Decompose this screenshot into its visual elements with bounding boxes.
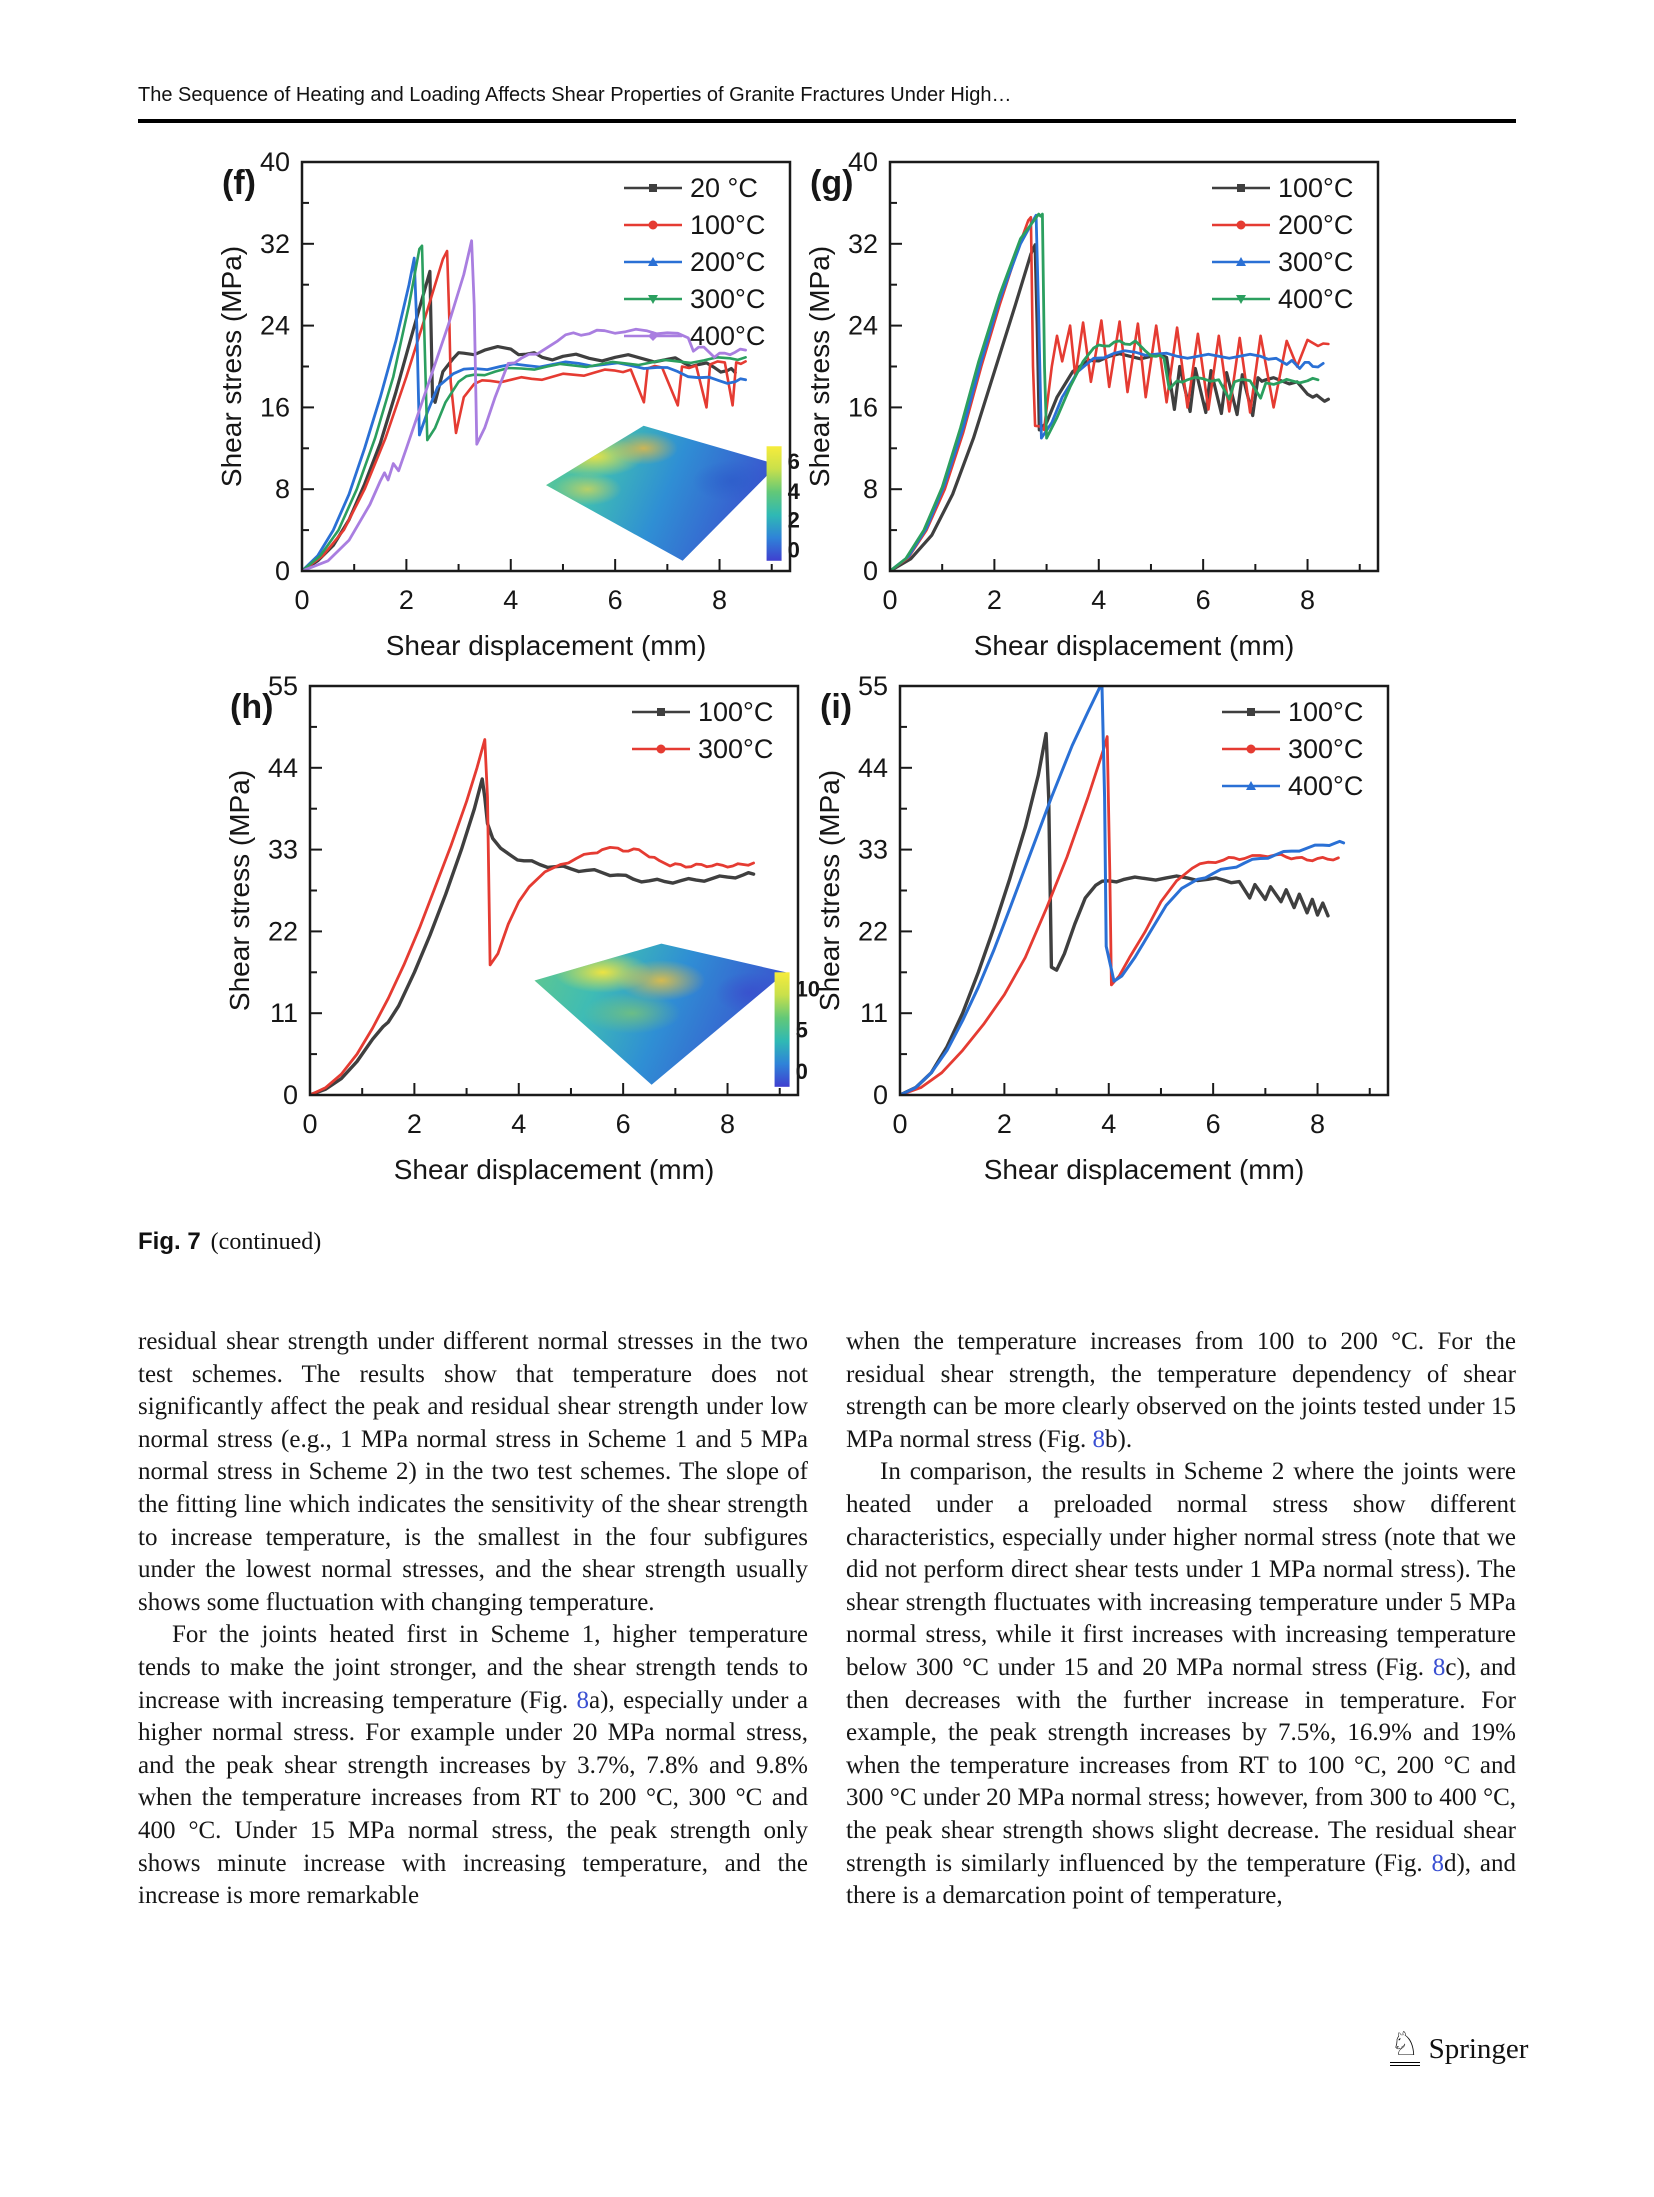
legend-label: 300°C: [698, 734, 774, 764]
x-tick-label: 4: [1091, 585, 1107, 615]
y-tick-label: 44: [857, 752, 888, 783]
panel-g-chart: [802, 146, 1402, 670]
fracture-surface-roughness-map: [546, 426, 778, 561]
legend: [1212, 173, 1353, 314]
figure-8-reference-link[interactable]: 8: [576, 1686, 590, 1714]
body-text-left-column: [138, 1326, 808, 1913]
springer-footer: [1390, 2027, 1529, 2066]
body-text: b).: [1105, 1425, 1133, 1453]
body-text: In comparison, the results in Scheme 2 where the joints were heated under a preloaded normal stress show different characteristics, especially under higher normal stress (note that we did not perform direct shear tests under 1 MPa normal stress). The shear strength fluctuates with increasing temperature under 5 MPa normal stress, while it first increases with increasing temperature below 300 °C under 15 and 20 MPa normal stress (Fig.: [846, 1458, 1516, 1681]
x-tick-label: 0: [892, 1109, 908, 1139]
colorbar-tick-label: 2: [787, 507, 800, 533]
legend: [1222, 697, 1363, 801]
figure-8-reference-link[interactable]: 8: [1432, 1653, 1446, 1681]
y-tick-label: 24: [259, 310, 290, 341]
y-tick-label: 0: [862, 556, 878, 586]
legend-label: 300°C: [690, 284, 766, 314]
running-head: The Sequence of Heating and Loading Affects Shear Properties of Granite Fractures Under High…: [138, 84, 1012, 106]
x-tick-label: 2: [996, 1109, 1012, 1139]
y-tick-label: 24: [847, 310, 878, 341]
panel-label: (g): [810, 164, 854, 202]
legend: [632, 697, 773, 764]
y-tick-label: 0: [282, 1080, 298, 1110]
y-tick-label: 0: [872, 1080, 888, 1110]
y-tick-label: 8: [274, 474, 290, 505]
y-tick-label: 55: [857, 671, 888, 701]
y-tick-label: 33: [857, 834, 888, 865]
x-tick-label: 0: [294, 585, 310, 615]
body-text: a), especially under a higher normal stress. For example under 20 MPa normal stress, and the peak shear strength increases by 3.7%, 7.8% and 9.8% when the temperature increases from RT to 200 °C, 300 °C and 400 °C. Under 15 MPa normal stress, the peak strength only shows minute increase with increasing temperature, and the increase is more remarkable: [138, 1686, 808, 1910]
chart-h-svg: [222, 670, 822, 1194]
y-tick-label: 40: [847, 147, 878, 177]
figure-8-reference-link[interactable]: 8: [1092, 1425, 1106, 1453]
y-tick-label: 32: [847, 228, 878, 259]
body-text: when the temperature increases from 100 to 200 °C. For the residual shear strength, the temperature dependency of shear strength can be more clearly observed on the joints tested under 15 MPa normal stress (Fig.: [846, 1328, 1516, 1453]
paragraph: [138, 1326, 808, 1619]
colorbar-tick-label: 5: [795, 1017, 808, 1043]
paragraph: [846, 1456, 1516, 1912]
x-tick-label: 0: [302, 1109, 318, 1139]
y-tick-label: 22: [857, 916, 888, 947]
legend-label: 200°C: [690, 247, 766, 277]
x-axis-label: Shear displacement (mm): [983, 1154, 1305, 1185]
colorbar-tick-label: 4: [787, 478, 800, 504]
panel-h-chart: [222, 670, 822, 1194]
colorbar-tick-label: 0: [795, 1058, 808, 1084]
x-tick-label: 6: [607, 585, 623, 615]
body-text: residual shear strength under different normal stresses in the two test schemes. The results show that temperature does not significantly affect the peak and residual shear strength under low normal stress (e.g., 1 MPa normal stress in Scheme 1 and 5 MPa normal stress in Scheme 2) in the two test schemes. The slope of the fitting line which indicates the sensitivity of the shear strength to increase temperature, is the smallest in the four subfigures under the lowest normal stresses, and the shear strength usually shows some fluctuation with changing temperature.: [138, 1328, 808, 1616]
panel-label: (f): [222, 164, 256, 202]
series-100C: [890, 245, 1328, 571]
x-tick-label: 4: [511, 1109, 527, 1139]
y-tick-label: 40: [259, 147, 290, 177]
x-tick-label: 8: [1300, 585, 1316, 615]
paragraph: [138, 1619, 808, 1912]
fracture-surface-roughness-map: [534, 944, 785, 1085]
paragraph: [846, 1326, 1516, 1456]
figure-caption: [138, 1228, 321, 1256]
body-text-right-column: [846, 1326, 1516, 1913]
y-tick-label: 11: [269, 998, 298, 1029]
x-axis-label: Shear displacement (mm): [973, 630, 1295, 661]
y-axis-label: Shear stress (MPa): [216, 245, 247, 488]
y-tick-label: 22: [267, 916, 298, 947]
x-tick-label: 8: [720, 1109, 736, 1139]
x-tick-label: 6: [1205, 1109, 1221, 1139]
panel-label: (i): [820, 688, 853, 726]
publisher-name: Springer: [1428, 2033, 1529, 2066]
y-tick-label: 33: [267, 834, 298, 865]
y-axis-label: Shear stress (MPa): [804, 245, 835, 488]
x-tick-label: 0: [882, 585, 898, 615]
y-tick-label: 55: [267, 671, 298, 701]
chart-g-svg: [802, 146, 1402, 670]
y-tick-label: 32: [259, 228, 290, 259]
y-axis-label: Shear stress (MPa): [224, 769, 255, 1012]
x-axis-label: Shear displacement (mm): [385, 630, 707, 661]
legend-label: 100°C: [1288, 697, 1364, 727]
y-tick-label: 44: [267, 752, 298, 783]
colorbar-tick-label: 6: [787, 449, 800, 475]
legend-label: 300°C: [1288, 734, 1364, 764]
x-tick-label: 4: [1101, 1109, 1117, 1139]
x-tick-label: 2: [398, 585, 414, 615]
x-tick-label: 2: [406, 1109, 422, 1139]
figure-8-reference-link[interactable]: 8: [1431, 1849, 1444, 1877]
x-tick-label: 6: [615, 1109, 631, 1139]
body-text: c), and then decreases with the further increase in temperature. For example, the peak strength increases by 7.5%, 16.9% and 19% when the temperature increases from RT to 100 °C, 200 °C and 300 °C under 20 MPa normal stress; however, from 300 to 400 °C, the peak shear strength shows slight decrease. The residual shear strength is similarly influenced by the temperature (Fig.: [846, 1653, 1516, 1877]
legend: [624, 173, 765, 351]
colorbar-tick-label: 0: [787, 537, 800, 563]
inset-colorbar: [767, 446, 801, 562]
legend-label: 400°C: [690, 321, 766, 351]
springer-knight-icon: ♘: [1390, 2030, 1420, 2066]
x-tick-label: 4: [503, 585, 519, 615]
legend-label: 400°C: [1288, 771, 1364, 801]
panel-i-chart: [812, 670, 1412, 1194]
body-text: d), and there is a demarcation point of temperature,: [846, 1849, 1516, 1910]
panel-label: (h): [230, 688, 274, 726]
legend-label: 100°C: [690, 210, 766, 240]
x-axis-label: Shear displacement (mm): [393, 1154, 715, 1185]
legend-label: 100°C: [698, 697, 774, 727]
body-text: For the joints heated first in Scheme 1, higher temperature tends to make the joint stronger, and the shear strength tends to increase with increasing temperature (Fig.: [138, 1621, 808, 1714]
legend-label: 200°C: [1278, 210, 1354, 240]
chart-i-svg: [812, 670, 1412, 1194]
y-axis-label: Shear stress (MPa): [814, 769, 845, 1012]
y-tick-label: 16: [847, 392, 878, 423]
x-tick-label: 6: [1195, 585, 1211, 615]
x-tick-label: 2: [986, 585, 1002, 615]
x-tick-label: 8: [712, 585, 728, 615]
figure-caption-text: (continued): [210, 1229, 322, 1255]
y-tick-label: 16: [259, 392, 290, 423]
panel-f-chart: [214, 146, 814, 670]
series-100C: [900, 734, 1328, 1095]
chart-f-svg: [214, 146, 814, 670]
figure-caption-label: Fig. 7: [138, 1228, 201, 1255]
legend-label: 400°C: [1278, 284, 1354, 314]
y-tick-label: 8: [862, 474, 878, 505]
y-tick-label: 11: [859, 998, 888, 1029]
legend-label: 100°C: [1278, 173, 1354, 203]
colorbar-tick-label: 10: [795, 976, 821, 1002]
header-rule: [138, 119, 1516, 123]
x-tick-label: 8: [1310, 1109, 1326, 1139]
legend-label: 20 °C: [690, 173, 758, 203]
legend-label: 300°C: [1278, 247, 1354, 277]
y-tick-label: 0: [274, 556, 290, 586]
series-300C: [900, 737, 1338, 1095]
